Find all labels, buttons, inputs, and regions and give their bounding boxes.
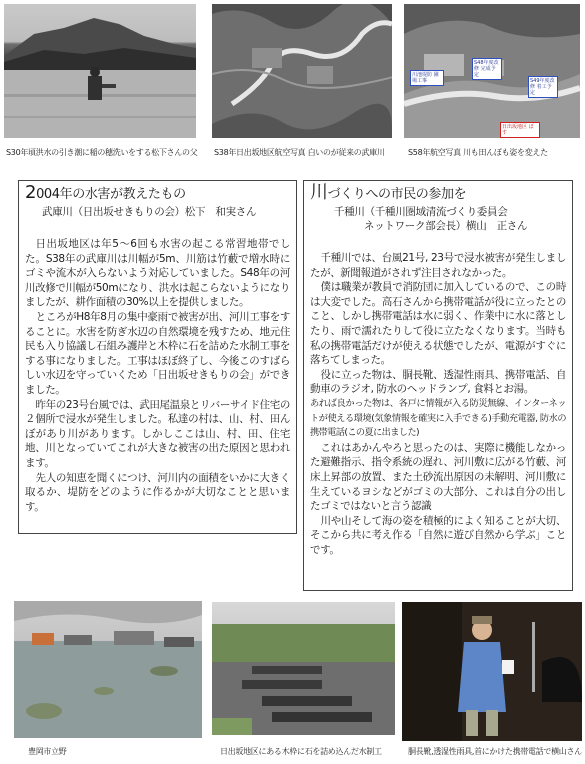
aerial-photo-s38-scene [212,4,392,138]
left-paragraph: ところがH8年8月の集中豪雨で被害が出、河川工事をすることに。水害を防ぎ水辺の自然環境を残すため、地元住民も入り協議し石組み護岸と木枠に石を詰めた水制工事をする事になりました。工事はほぼ終了し、今後このすばらしい水辺を守っていくため「日出坂せきもりの会」ができました。 [25,310,290,396]
left-article-title-lead: 2 [25,182,37,203]
river-weir-photo [212,602,395,735]
right-article-title [310,182,467,203]
flood-photo-scene [4,4,196,138]
top-right-photo-caption: S58年航空写真 川も田んぼも姿を変えた [408,148,548,157]
aerial-photo-s38 [212,4,392,138]
right-paragraph: 役に立った物は、胴長靴、透湿性雨具、携帯電話、自動車のラジオ, 防水のヘッドランプ, 食料とお湯。 [310,368,566,396]
left-article-title [25,182,186,203]
map-label-dike: 川池堤防 圃場工事 [410,70,444,86]
left-article-box [18,180,297,534]
river-weir-scene [212,602,395,735]
right-article-title-lead: 川 [310,182,328,203]
flood-photo-rice-washing [4,4,196,138]
bottom-middle-photo-caption: 日出坂地区にある木枠に石を詰め込んだ水制工 [220,747,382,756]
map-label-hidesaka: 日出坂地区 ぼす [500,122,540,138]
speaker-scene [402,602,582,741]
right-paragraph: 千種川では、台風21号, 23号で浸水被害が発生しましたが、新聞報道がされず注目されなかった。 [310,252,566,279]
left-paragraph: 昨年の23号台風では、武田尾温泉とリバーサイド住宅の２個所で浸水が発生しました。私達の村は、山、村、田んぼがあり川があります。しかしここは山、村、田、住宅地、川となっていてこれが大きな被害の出た原因と思われます。 [25,398,290,469]
right-paragraph: あれば良かった物は、各戸に情報が入る防災無線、インターネットが使える環境(気象情報を確実に入手できる)手動充電器, 防水の携帯電話(この夏に出ました) [310,397,566,439]
left-article-author: 武庫川（日出坂せきもりの会）松下 和実さん [42,206,257,218]
right-article-box [303,180,573,591]
top-middle-photo-caption: S38年日出坂地区航空写真 白いのが従来の武庫川 [214,148,385,157]
right-paragraph: 川や山そして海の姿を積極的によく知ることが大切、そこから共に考え作る「自然に遊び自然から学ぶ」ことです。 [310,514,566,556]
aerial-photo-s58 [404,4,580,138]
right-article-org-line1: 千種川（千種川圏域清流づくり委員会 [334,206,508,218]
right-article-org-line2: ネットワーク部会長）横山 正さん [364,220,528,232]
flooded-town-scene [14,601,202,738]
right-article-title-rest: づくりへの市民の参加を [327,187,467,202]
speaker-photo [402,602,582,741]
right-article-body [310,251,566,557]
bottom-left-photo-caption: 豊岡市立野 [28,747,67,756]
left-article-title-rest: 004年の水害が教えたもの [36,187,186,202]
right-paragraph: 僕は職業が教員で消防団に加入しているので、この時は大変でした。高石さんから携帯電話が役に立ったとのこと、しかし携帯電話は水に弱く、作業中に水に落としたり、雨で濡れたりして役に立たなくなります。当時も私の携帯電話だけが使える状態でしたが、電源がすぐに落ちてしまった。 [310,281,566,367]
map-label-s49: S49年度改修 着工予定 [528,76,558,98]
left-article-body [25,237,290,514]
right-paragraph: これはあかんやろと思ったのは、実際に機能しなかった避難指示、指令系統の遅れ、河川敷に広がる竹藪、河床上昇部の放置、また土砂流出原因の未解明、河川敷に生えているヨシなどがゴミの大部分、これは自分の出したゴミではないと言う認識 [310,441,566,513]
bottom-right-photo-caption: 胴長靴,透湿性雨具,首にかけた携帯電話で横山さん [408,747,582,756]
left-paragraph: 先人の知恵を聞くにつけ、河川内の面積をいかに大きく取るか、堤防をどのように作るかが大切なことと思います。 [25,471,290,513]
left-paragraph: 日出坂地区は年5～6回も水害の起こる常習地帯でした。S38年の武庫川は川幅が5m、川筋は竹藪で増水時にゴミや流木が入らないよう対応していました。S48年の河川改修で川幅が50mになり、洪水は起こらないようになりましたが、耕作面積の30%以上を提供しました。 [25,238,290,309]
map-label-s48: S48年度改修 完成予定 [472,58,502,80]
top-left-photo-caption: S30年頃洪水の引き潮に稲の穂洗いをする松下さんの父 [6,148,198,157]
flooded-town-photo [14,601,202,738]
